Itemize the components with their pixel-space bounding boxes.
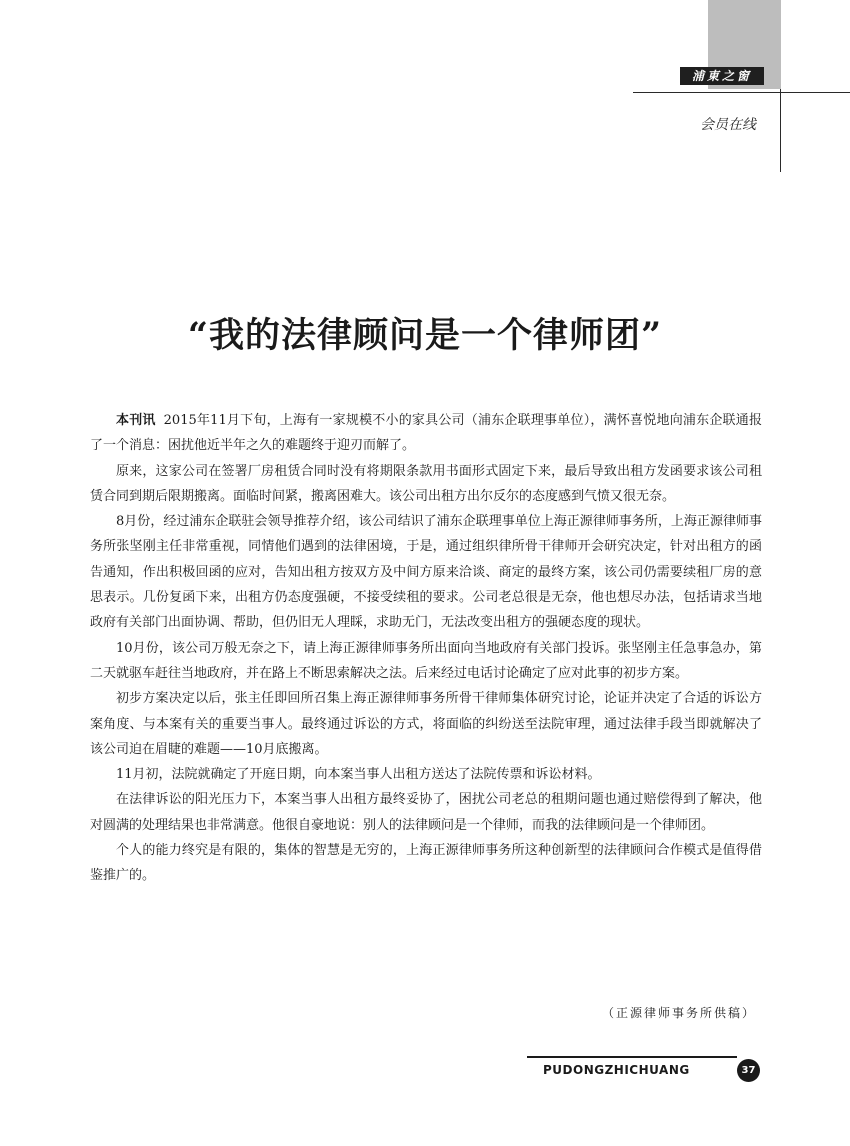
paragraph: 在法律诉讼的阳光压力下，本案当事人出租方最终妥协了，困扰公司老总的租期问题也通过赔偿得到了解决，他对圆满的处理结果也非常满意。他很自豪地说：别人的法律顾问是一个律师，而我的法律顾问是一个律师团。 — [90, 792, 762, 833]
paragraph — [90, 408, 762, 459]
header-vertical-rule — [780, 89, 781, 172]
masthead-logo: 浦東之窗 — [680, 67, 764, 85]
article-credit: （正源律师事务所供稿） — [601, 1006, 756, 1020]
article-title: “我的法律顾问是一个律师团” — [187, 315, 663, 356]
footer-rule — [527, 1056, 737, 1058]
paragraph: 个人的能力终究是有限的，集体的智慧是无穷的，上海正源律师事务所这种创新型的法律顾问合作模式是值得借鉴推广的。 — [90, 843, 762, 884]
article-body — [90, 408, 762, 889]
lead-tag: 本刊讯 — [116, 413, 156, 428]
paragraph: 原来，这家公司在签署厂房租赁合同时没有将期限条款用书面形式固定下来，最后导致出租方发函要求该公司租赁合同到期后限期搬离。面临时间紧，搬离困难大。该公司出租方出尔反尔的态度感到气愤又很无奈。 — [90, 463, 762, 504]
section-label: 会员在线 — [700, 117, 756, 133]
paragraph: 8月份，经过浦东企联驻会领导推荐介绍，该公司结识了浦东企联理事单位上海正源律师事务所，上海正源律师事务所张坚刚主任非常重视，同情他们遇到的法律困境，于是，通过组织律所骨干律师开会研究决定，针对出租方的函告通知，作出积极回函的应对，告知出租方按双方及中间方原来洽谈、商定的最终方案，该公司仍需要续租厂房的意思表示。几份复函下来，出租方仍态度强硬，不接受续租的要求。公司老总很是无奈，他也想尽办法，包括请求当地政府有关部门出面协调、帮助，但仍旧无人理睬，求助无门，无法改变出租方的强硬态度的现状。 — [90, 514, 762, 631]
paragraph: 初步方案决定以后，张主任即回所召集上海正源律师事务所骨干律师集体研究讨论，论证并决定了合适的诉讼方案角度、与本案有关的重要当事人。最终通过诉讼的方式，将面临的纠纷送至法院审理，通过法律手段当即就解决了该公司迫在眉睫的难题——10月底搬离。 — [90, 691, 762, 757]
paragraph: 11月初，法院就确定了开庭日期，向本案当事人出租方送达了法院传票和诉讼材料。 — [116, 767, 601, 783]
paragraph-text: 2015年11月下旬，上海有一家规模不小的家具公司（浦东企联理事单位），满怀喜悦地向浦东企联通报了一个消息：困扰他近半年之久的难题终于迎刃而解了。 — [90, 413, 762, 454]
page-number: 37 — [737, 1059, 760, 1082]
footer-brand: PUDONGZHICHUANG — [543, 1063, 690, 1077]
paragraph: 10月份，该公司万般无奈之下，请上海正源律师事务所出面向当地政府有关部门投诉。张坚刚主任急事急办，第二天就驱车赶往当地政府，并在路上不断思索解决之法。后来经过电话讨论确定了应对此事的初步方案。 — [90, 640, 762, 681]
header-horizontal-rule — [633, 92, 850, 93]
